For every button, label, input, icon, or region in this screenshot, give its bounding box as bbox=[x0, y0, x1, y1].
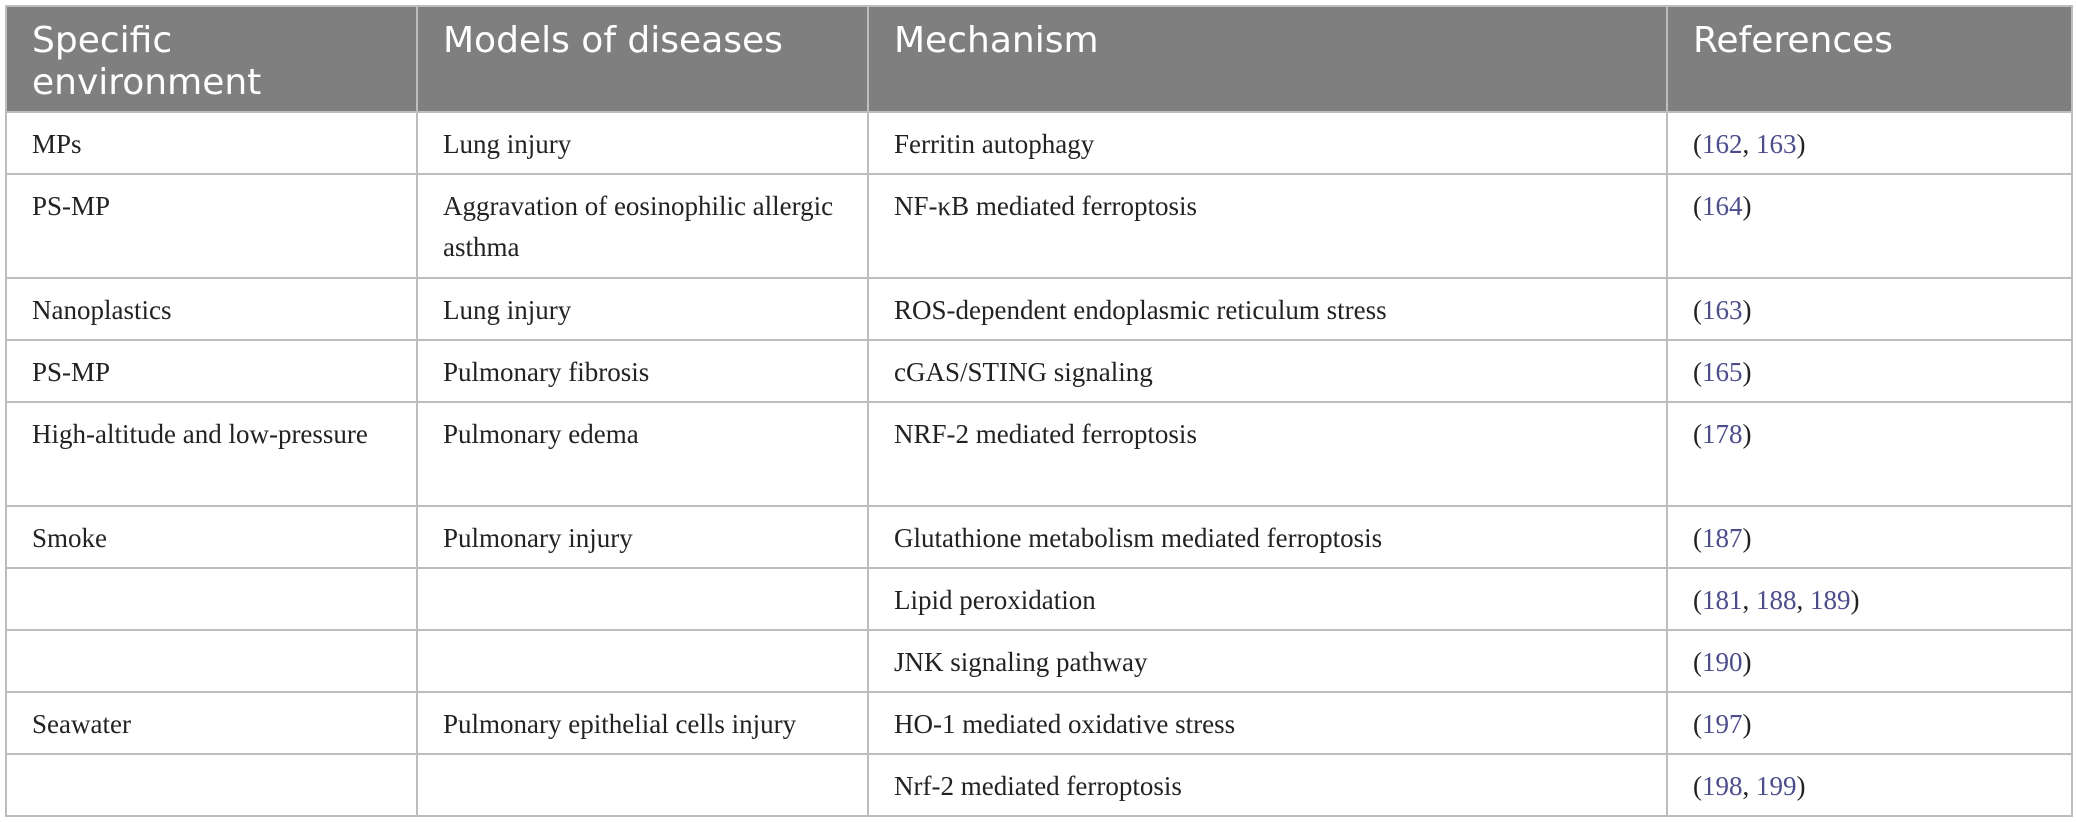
cell-references: (165) bbox=[1667, 340, 2072, 402]
reference-link[interactable]: 198 bbox=[1702, 771, 1743, 801]
reference-link[interactable]: 190 bbox=[1702, 647, 1743, 677]
table-row bbox=[6, 630, 2072, 692]
reference-link[interactable]: 163 bbox=[1702, 295, 1743, 325]
table-row bbox=[6, 402, 2072, 506]
table-row bbox=[6, 692, 2072, 754]
cell-references: (190) bbox=[1667, 630, 2072, 692]
reference-link[interactable]: 162 bbox=[1702, 129, 1743, 159]
cell-model: Pulmonary injury bbox=[417, 506, 868, 568]
cell-mechanism: Lipid peroxidation bbox=[868, 568, 1667, 630]
table-row bbox=[6, 174, 2072, 278]
reference-link[interactable]: 165 bbox=[1702, 357, 1743, 387]
cell-model: Pulmonary epithelial cells injury bbox=[417, 692, 868, 754]
table-row bbox=[6, 754, 2072, 816]
cell-mechanism: JNK signaling pathway bbox=[868, 630, 1667, 692]
cell-mechanism: NF-κB mediated ferroptosis bbox=[868, 174, 1667, 278]
reference-link[interactable]: 188 bbox=[1756, 585, 1797, 615]
cell-environment: High-altitude and low-pressure bbox=[6, 402, 417, 506]
cell-model: Pulmonary fibrosis bbox=[417, 340, 868, 402]
table-header-row bbox=[6, 6, 2072, 112]
reference-link[interactable]: 164 bbox=[1702, 191, 1743, 221]
cell-mechanism: NRF-2 mediated ferroptosis bbox=[868, 402, 1667, 506]
cell-model: Aggravation of eosinophilic allergic asthma bbox=[417, 174, 868, 278]
cell-mechanism: Nrf-2 mediated ferroptosis bbox=[868, 754, 1667, 816]
cell-environment: Smoke bbox=[6, 506, 417, 568]
cell-environment: Seawater bbox=[6, 692, 417, 754]
cell-model: Pulmonary edema bbox=[417, 402, 868, 506]
reference-link[interactable]: 163 bbox=[1756, 129, 1797, 159]
table-row bbox=[6, 112, 2072, 174]
cell-mechanism: cGAS/STING signaling bbox=[868, 340, 1667, 402]
reference-link[interactable]: 181 bbox=[1702, 585, 1743, 615]
cell-model: Lung injury bbox=[417, 112, 868, 174]
reference-link[interactable]: 199 bbox=[1756, 771, 1797, 801]
cell-environment bbox=[6, 568, 417, 630]
cell-references: (162, 163) bbox=[1667, 112, 2072, 174]
table-row bbox=[6, 506, 2072, 568]
table-row bbox=[6, 568, 2072, 630]
cell-references: (178) bbox=[1667, 402, 2072, 506]
cell-environment bbox=[6, 630, 417, 692]
cell-mechanism: Ferritin autophagy bbox=[868, 112, 1667, 174]
cell-model: Lung injury bbox=[417, 278, 868, 340]
cell-environment: PS-MP bbox=[6, 340, 417, 402]
cell-references: (164) bbox=[1667, 174, 2072, 278]
cell-model bbox=[417, 630, 868, 692]
data-table bbox=[5, 5, 2073, 817]
header-references: References bbox=[1667, 6, 2072, 112]
reference-link[interactable]: 197 bbox=[1702, 709, 1743, 739]
cell-references: (197) bbox=[1667, 692, 2072, 754]
table-row bbox=[6, 340, 2072, 402]
cell-environment: PS-MP bbox=[6, 174, 417, 278]
reference-link[interactable]: 187 bbox=[1702, 523, 1743, 553]
cell-references: (163) bbox=[1667, 278, 2072, 340]
cell-references: (198, 199) bbox=[1667, 754, 2072, 816]
cell-references: (187) bbox=[1667, 506, 2072, 568]
reference-link[interactable]: 189 bbox=[1810, 585, 1851, 615]
cell-environment bbox=[6, 754, 417, 816]
header-specific-environment: Specific environment bbox=[6, 6, 417, 112]
cell-model bbox=[417, 754, 868, 816]
cell-mechanism: Glutathione metabolism mediated ferroptosis bbox=[868, 506, 1667, 568]
table-row bbox=[6, 278, 2072, 340]
cell-references: (181, 188, 189) bbox=[1667, 568, 2072, 630]
cell-model bbox=[417, 568, 868, 630]
header-mechanism: Mechanism bbox=[868, 6, 1667, 112]
cell-environment: MPs bbox=[6, 112, 417, 174]
cell-mechanism: ROS-dependent endoplasmic reticulum stress bbox=[868, 278, 1667, 340]
cell-environment: Nanoplastics bbox=[6, 278, 417, 340]
cell-mechanism: HO-1 mediated oxidative stress bbox=[868, 692, 1667, 754]
header-models-of-diseases: Models of diseases bbox=[417, 6, 868, 112]
reference-link[interactable]: 178 bbox=[1702, 419, 1743, 449]
